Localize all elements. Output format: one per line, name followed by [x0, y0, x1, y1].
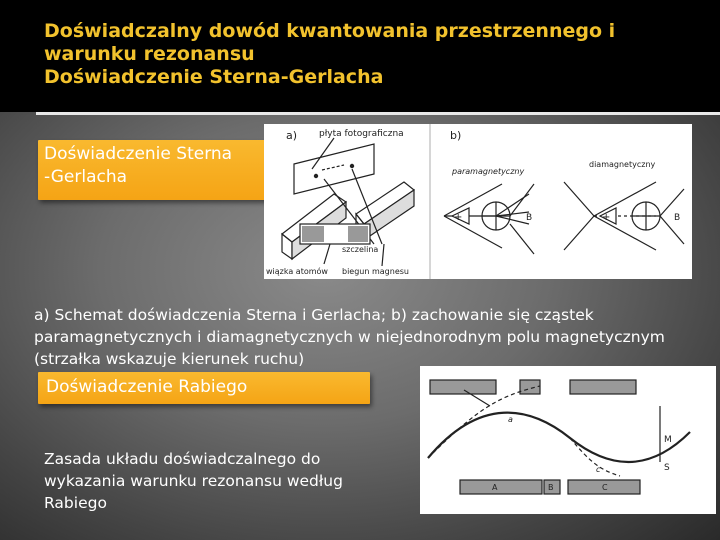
label-part-a: a)	[286, 129, 298, 142]
label-pole: biegun magnesu	[342, 267, 409, 276]
label-para: paramagnetyczny	[452, 167, 525, 176]
label-rabi-M: M	[664, 435, 672, 445]
label-b-dia: B	[674, 213, 681, 223]
rabi-diagram	[420, 366, 716, 514]
title-band	[0, 0, 720, 112]
rabi-heading-box	[38, 372, 370, 404]
rabi-caption: Zasada układu doświadczalnego do wykazania warunku rezonansu według Rabiego	[44, 449, 343, 512]
label-part-b: b)	[450, 129, 462, 142]
svg-text:+: +	[454, 212, 463, 223]
slide-title	[44, 20, 694, 89]
label-rabi-A: A	[492, 483, 498, 492]
stern-gerlach-figure	[264, 124, 692, 279]
stern-gerlach-heading-line-2: -Gerlacha	[44, 167, 128, 187]
label-dia: diamagnetyczny	[589, 160, 656, 169]
stern-gerlach-caption: a) Schemat doświadczenia Sterna i Gerlacha; b) zachowanie się cząstek paramagnetycznych i diamagnetycznych w niejednorodnym polu magnetycznym (strzałka wskazuje kierunek ruchu)	[34, 305, 665, 368]
title-line-1: Doświadczalny dowód kwantowania przestrzennego i	[44, 20, 616, 42]
stern-gerlach-heading-box	[38, 140, 270, 200]
stern-gerlach-heading-line-1: Doświadczenie Sterna	[44, 144, 233, 164]
title-line-2: warunku rezonansu	[44, 43, 255, 65]
label-rabi-C: C	[602, 483, 608, 492]
svg-text:+: +	[602, 212, 611, 223]
title-divider	[36, 112, 720, 115]
rabi-figure	[420, 366, 716, 514]
rabi-heading: Doświadczenie Rabiego	[46, 377, 248, 397]
label-rabi-B: B	[548, 483, 554, 492]
label-rabi-S: S	[664, 463, 670, 473]
stern-gerlach-diagram	[264, 124, 692, 279]
label-rabi-a: a	[508, 415, 513, 424]
label-slit: szczelina	[342, 245, 379, 254]
label-rabi-c: c	[596, 465, 601, 474]
label-beam: wiązka atomów	[266, 267, 328, 276]
title-line-3: Doświadczenie Sterna-Gerlacha	[44, 66, 384, 88]
label-b-para: B	[526, 213, 533, 223]
label-plate: płyta fotograficzna	[319, 129, 404, 139]
